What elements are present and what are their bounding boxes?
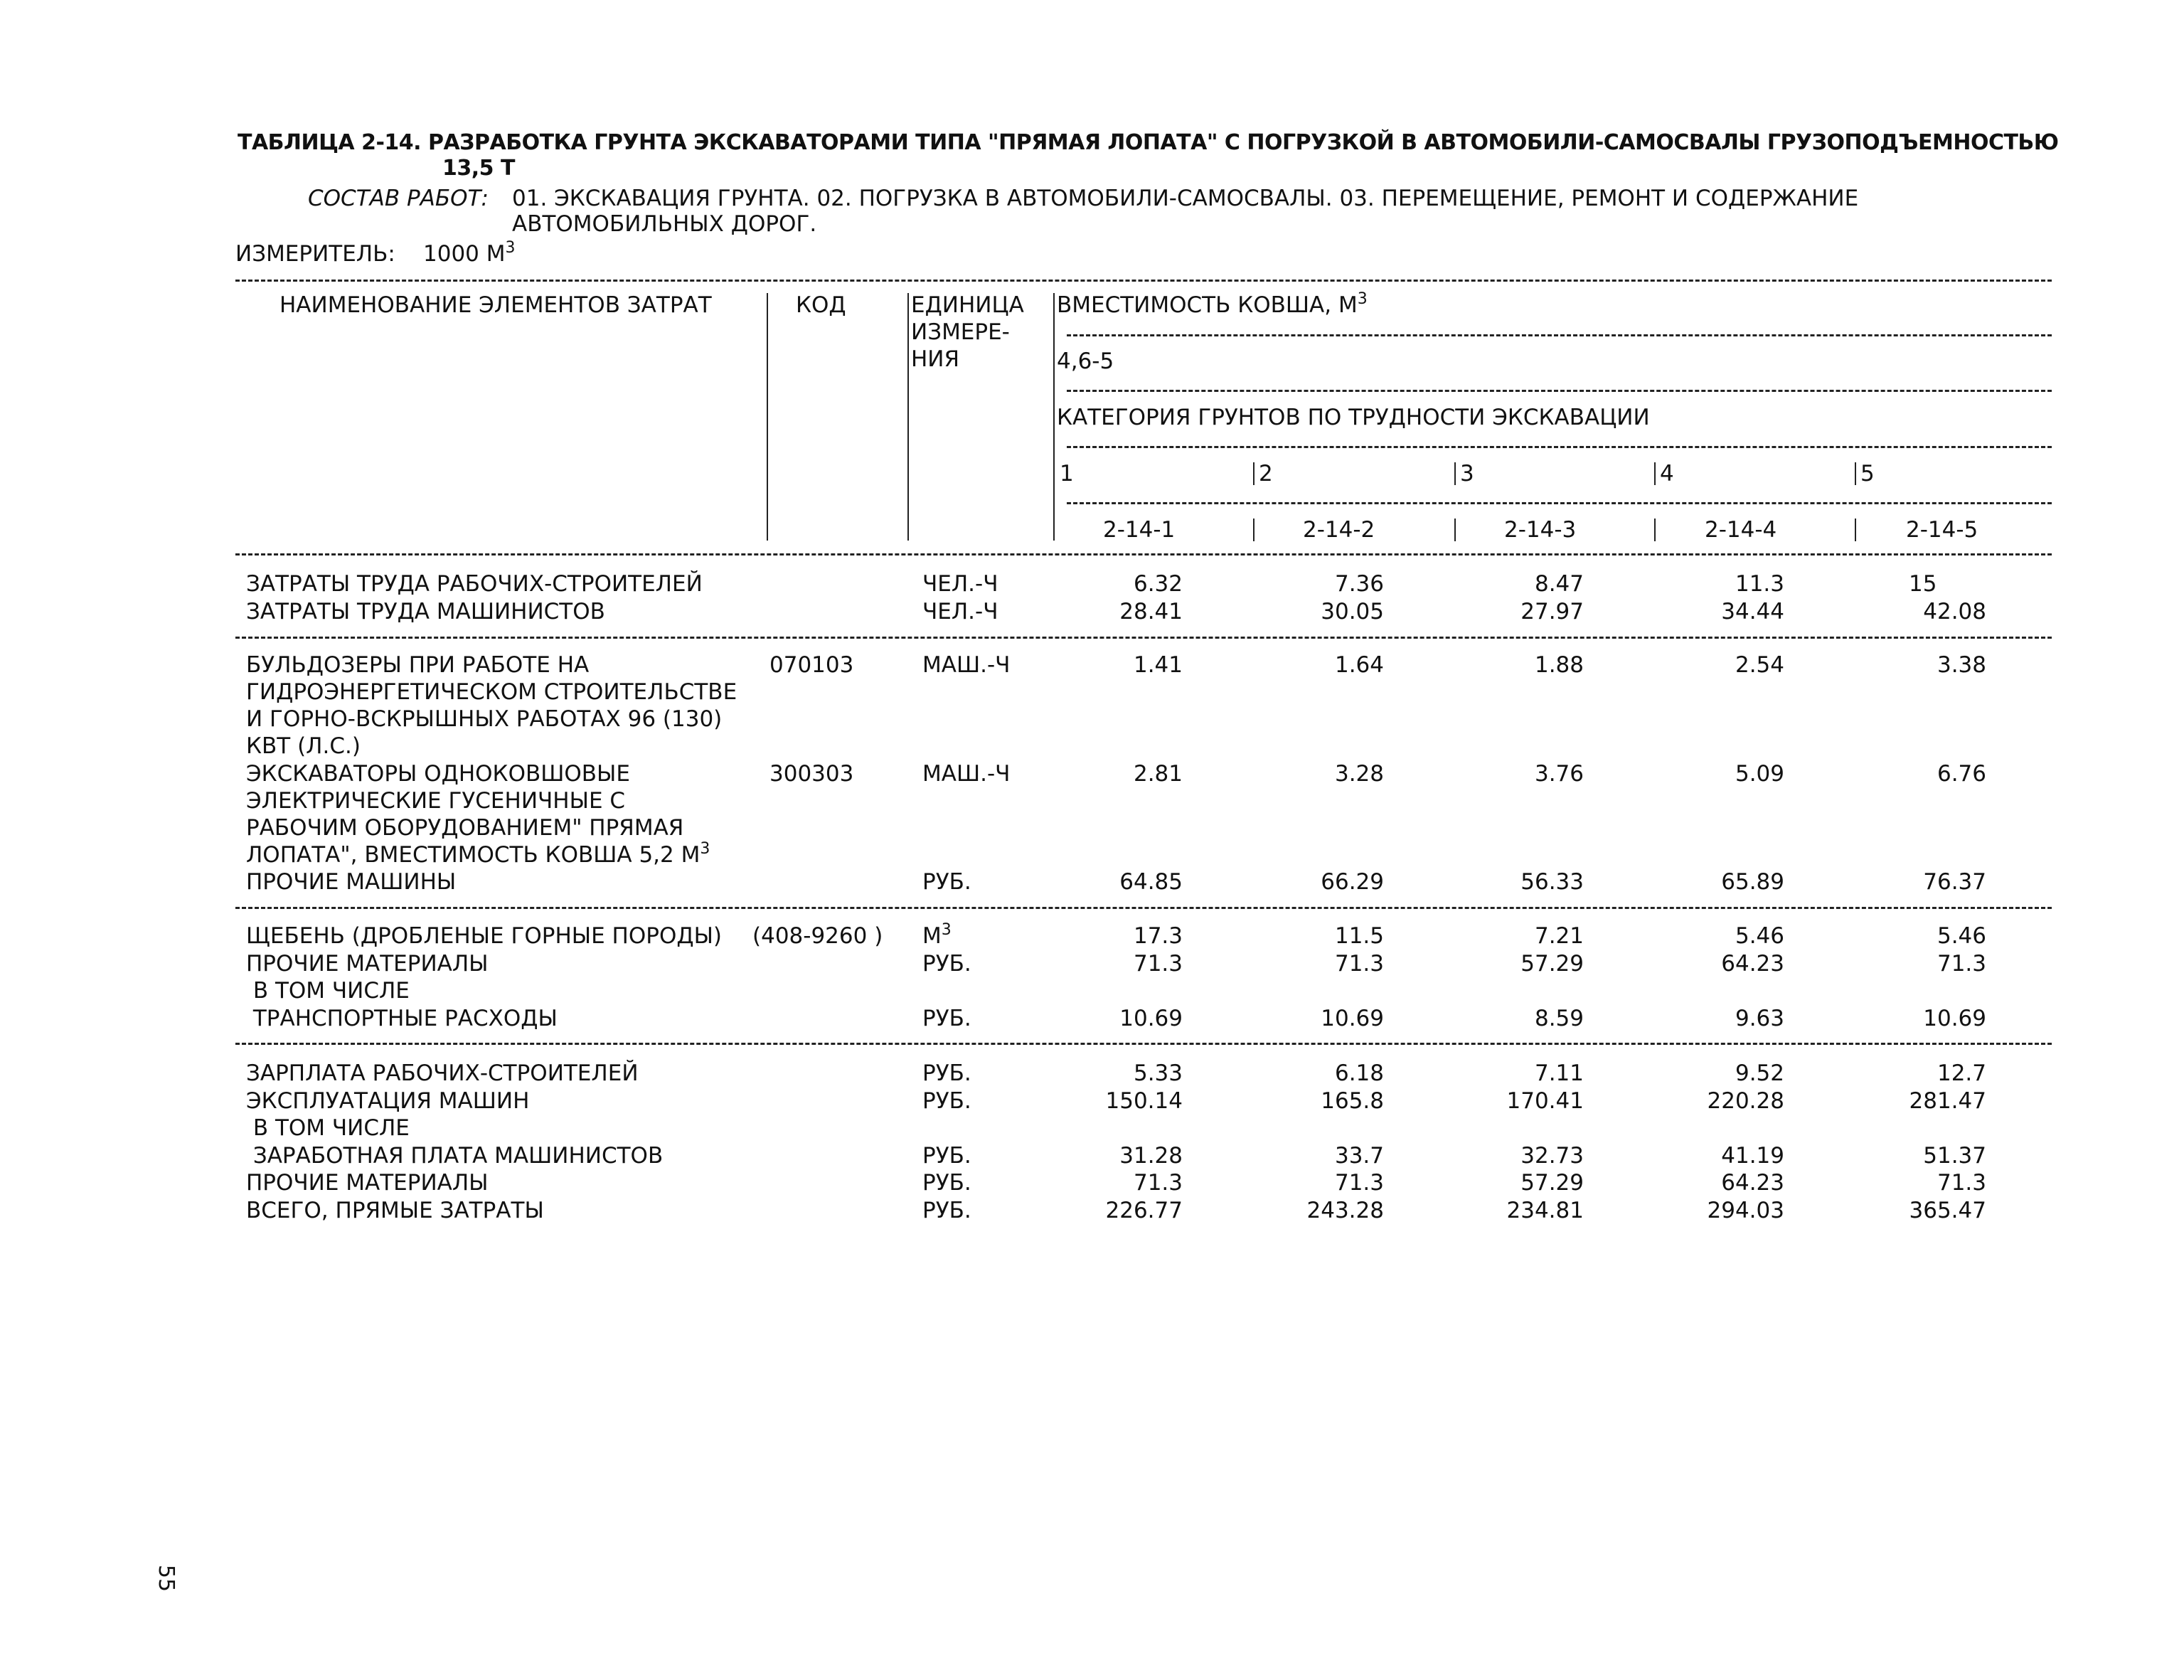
row-code: (408-9260 ) xyxy=(752,923,883,949)
row-name: ЗАРПЛАТА РАБОЧИХ-СТРОИТЕЛЕЙ xyxy=(246,1060,639,1086)
cell: 2.81 xyxy=(1133,761,1183,787)
cell: 15 xyxy=(1909,571,1937,597)
rule-header-1 xyxy=(1067,334,2052,336)
row-unit: ЧЕЛ.-Ч xyxy=(922,599,998,624)
work-composition-label: СОСТАВ РАБОТ: xyxy=(308,186,489,211)
row-name: ЩЕБЕНЬ (ДРОБЛЕНЫЕ ГОРНЫЕ ПОРОДЫ) xyxy=(246,923,723,949)
cell: 243.28 xyxy=(1306,1198,1384,1223)
cell: 294.03 xyxy=(1707,1198,1784,1223)
row-unit: РУБ. xyxy=(922,951,971,977)
row-unit: РУБ. xyxy=(922,1143,971,1169)
cat-2: 2 xyxy=(1259,461,1273,487)
code-sep-5 xyxy=(1855,519,1856,541)
cell: 9.52 xyxy=(1735,1060,1784,1086)
row-code: 070103 xyxy=(769,652,854,678)
cell: 51.37 xyxy=(1923,1143,1986,1169)
cell: 6.32 xyxy=(1133,571,1183,597)
cell: 5.09 xyxy=(1735,761,1784,787)
row-name: ГИДРОЭНЕРГЕТИЧЕСКОМ СТРОИТЕЛЬСТВЕ xyxy=(246,679,737,705)
row-unit: МАШ.-Ч xyxy=(922,652,1011,678)
row-name: ЭКСКАВАТОРЫ ОДНОКОВШОВЫЕ xyxy=(246,761,630,787)
cell: 7.21 xyxy=(1534,923,1584,949)
col-code-1: 2-14-1 xyxy=(1103,517,1176,543)
cell: 27.97 xyxy=(1520,599,1584,624)
cell: 1.41 xyxy=(1133,652,1183,678)
cat-3: 3 xyxy=(1460,461,1474,487)
cell: 165.8 xyxy=(1321,1088,1384,1114)
vbar-unit-left xyxy=(907,293,909,541)
cat-sep-2 xyxy=(1253,462,1255,485)
cell: 57.29 xyxy=(1520,951,1584,977)
row-name: И ГОРНО-ВСКРЫШНЫХ РАБОТАХ 96 (130) xyxy=(246,706,723,732)
row-name: КВТ (Л.С.) xyxy=(246,733,361,759)
cell: 71.3 xyxy=(1334,951,1384,977)
cat-sep-5 xyxy=(1855,462,1856,485)
cell: 5.33 xyxy=(1133,1060,1183,1086)
rule-group-3 xyxy=(235,1043,2052,1045)
cell: 64.23 xyxy=(1721,1170,1784,1196)
meter-value: 1000 $М^3$ xyxy=(423,239,516,267)
meter-label: ИЗМЕРИТЕЛЬ: xyxy=(235,241,395,267)
row-name: ПРОЧИЕ МАТЕРИАЛЫ xyxy=(246,951,489,977)
code-sep-3 xyxy=(1454,519,1456,541)
cell: 71.3 xyxy=(1133,951,1183,977)
cell: 56.33 xyxy=(1520,869,1584,895)
code-sep-2 xyxy=(1253,519,1255,541)
row-unit: РУБ. xyxy=(922,1060,971,1086)
row-name: РАБОЧИМ ОБОРУДОВАНИЕМ" ПРЯМАЯ xyxy=(246,815,684,841)
row-code: 300303 xyxy=(769,761,854,787)
cell: 41.19 xyxy=(1721,1143,1784,1169)
cell: 10.69 xyxy=(1119,1006,1183,1031)
cell: 7.11 xyxy=(1534,1060,1584,1086)
col-code-5: 2-14-5 xyxy=(1906,517,1978,543)
cat-5: 5 xyxy=(1860,461,1875,487)
cell: 11.3 xyxy=(1735,571,1784,597)
cell: 31.28 xyxy=(1119,1143,1183,1169)
col-code-4: 2-14-4 xyxy=(1705,517,1777,543)
cat-4: 4 xyxy=(1660,461,1674,487)
rule-group-2 xyxy=(235,907,2052,909)
rule-top xyxy=(235,280,2052,282)
row-name: ВСЕГО, ПРЯМЫЕ ЗАТРАТЫ xyxy=(246,1198,544,1223)
cell: 71.3 xyxy=(1937,951,1986,977)
row-name: В ТОМ ЧИСЛЕ xyxy=(246,978,410,1004)
cat-sep-3 xyxy=(1454,462,1456,485)
cell: 1.88 xyxy=(1534,652,1584,678)
cell: 71.3 xyxy=(1937,1170,1986,1196)
vbar-code-left xyxy=(767,293,768,541)
rule-header-4 xyxy=(1067,502,2052,504)
row-name: ТРАНСПОРТНЫЕ РАСХОДЫ xyxy=(246,1006,558,1031)
header-name: НАИМЕНОВАНИЕ ЭЛЕМЕНТОВ ЗАТРАТ xyxy=(279,292,712,318)
header-category: КАТЕГОРИЯ ГРУНТОВ ПО ТРУДНОСТИ ЭКСКАВАЦИИ xyxy=(1057,405,1650,430)
cat-sep-4 xyxy=(1654,462,1656,485)
cell: 10.69 xyxy=(1321,1006,1384,1031)
work-composition-line1: 01. ЭКСКАВАЦИЯ ГРУНТА. 02. ПОГРУЗКА В АВТОМОБИЛИ-САМОСВАЛЫ. 03. ПЕРЕМЕЩЕНИЕ, РЕМОНТ И СОДЕРЖАНИЕ xyxy=(512,186,1859,211)
cat-1: 1 xyxy=(1060,461,1074,487)
cell: 12.7 xyxy=(1937,1060,1986,1086)
header-unit-2: ИЗМЕРЕ- xyxy=(911,319,1010,345)
cell: 34.44 xyxy=(1721,599,1784,624)
header-code: КОД xyxy=(796,292,846,318)
cell: 33.7 xyxy=(1334,1143,1384,1169)
cell: 10.69 xyxy=(1923,1006,1986,1031)
row-name: ПРОЧИЕ МАТЕРИАЛЫ xyxy=(246,1170,489,1196)
cell: 8.47 xyxy=(1534,571,1584,597)
cell: 30.05 xyxy=(1321,599,1384,624)
cell: 66.29 xyxy=(1321,869,1384,895)
cell: 150.14 xyxy=(1105,1088,1183,1114)
row-unit: РУБ. xyxy=(922,869,971,895)
table-title: ТАБЛИЦА 2-14. РАЗРАБОТКА ГРУНТА ЭКСКАВАТОРАМИ ТИПА "ПРЯМАЯ ЛОПАТА" С ПОГРУЗКОЙ В АВТОМОБИЛИ-САМОСВАЛЫ ГРУЗОПОДЪЕМНОСТЬЮ xyxy=(238,130,2059,155)
cell: 42.08 xyxy=(1923,599,1986,624)
col-code-3: 2-14-3 xyxy=(1504,517,1577,543)
code-sep-4 xyxy=(1654,519,1656,541)
cell: 71.3 xyxy=(1133,1170,1183,1196)
cell: 365.47 xyxy=(1909,1198,1986,1223)
row-name: ЭКСПЛУАТАЦИЯ МАШИН xyxy=(246,1088,530,1114)
cell: 64.85 xyxy=(1119,869,1183,895)
row-unit: $М^3$ xyxy=(922,921,952,949)
page-number: 55 xyxy=(154,1564,179,1593)
header-unit-1: ЕДИНИЦА xyxy=(911,292,1024,318)
cell: 170.41 xyxy=(1506,1088,1584,1114)
cell: 28.41 xyxy=(1119,599,1183,624)
row-name: ЗАТРАТЫ ТРУДА МАШИНИСТОВ xyxy=(246,599,605,624)
header-unit-3: НИЯ xyxy=(911,346,960,372)
rule-group-1 xyxy=(235,637,2052,639)
cell: 57.29 xyxy=(1520,1170,1584,1196)
cell: 32.73 xyxy=(1520,1143,1584,1169)
cell: 17.3 xyxy=(1133,923,1183,949)
cell: 9.63 xyxy=(1735,1006,1784,1031)
row-unit: РУБ. xyxy=(922,1088,971,1114)
cell: 234.81 xyxy=(1506,1198,1584,1223)
rule-header-3 xyxy=(1067,446,2052,448)
vbar-values-left xyxy=(1053,293,1055,541)
row-name: ЗАТРАТЫ ТРУДА РАБОЧИХ-СТРОИТЕЛЕЙ xyxy=(246,571,703,597)
cell: 3.76 xyxy=(1534,761,1584,787)
cell: 6.76 xyxy=(1937,761,1986,787)
row-unit: МАШ.-Ч xyxy=(922,761,1011,787)
cell: 7.36 xyxy=(1334,571,1384,597)
cell: 220.28 xyxy=(1707,1088,1784,1114)
cell: 3.28 xyxy=(1334,761,1384,787)
cell: 65.89 xyxy=(1721,869,1784,895)
table-title-cont: 13,5 Т xyxy=(442,156,515,181)
work-composition-line2: АВТОМОБИЛЬНЫХ ДОРОГ. xyxy=(512,211,817,237)
row-name: ПРОЧИЕ МАШИНЫ xyxy=(246,869,457,895)
cell: 71.3 xyxy=(1334,1170,1384,1196)
header-capacity: ВМЕСТИМОСТЬ КОВША, $М^3$ xyxy=(1057,290,1368,318)
row-name: В ТОМ ЧИСЛЕ xyxy=(246,1115,410,1141)
cell: 5.46 xyxy=(1937,923,1986,949)
row-unit: РУБ. xyxy=(922,1170,971,1196)
cell: 6.18 xyxy=(1334,1060,1384,1086)
header-capacity-value: 4,6-5 xyxy=(1057,349,1114,374)
row-name: БУЛЬДОЗЕРЫ ПРИ РАБОТЕ НА xyxy=(246,652,590,678)
row-unit: РУБ. xyxy=(922,1198,971,1223)
row-name: ЛОПАТА", ВМЕСТИМОСТЬ КОВША 5,2 $М^3$ xyxy=(246,840,710,868)
rule-header-2 xyxy=(1067,390,2052,392)
cell: 76.37 xyxy=(1923,869,1986,895)
row-name: ЭЛЕКТРИЧЕСКИЕ ГУСЕНИЧНЫЕ С xyxy=(246,788,626,814)
cell: 8.59 xyxy=(1534,1006,1584,1031)
col-code-2: 2-14-2 xyxy=(1303,517,1375,543)
cell: 3.38 xyxy=(1937,652,1986,678)
cell: 281.47 xyxy=(1909,1088,1986,1114)
cell: 1.64 xyxy=(1334,652,1384,678)
row-unit: РУБ. xyxy=(922,1006,971,1031)
cell: 2.54 xyxy=(1735,652,1784,678)
row-name: ЗАРАБОТНАЯ ПЛАТА МАШИНИСТОВ xyxy=(246,1143,664,1169)
row-unit: ЧЕЛ.-Ч xyxy=(922,571,998,597)
cell: 5.46 xyxy=(1735,923,1784,949)
rule-header-bottom xyxy=(235,553,2052,555)
cell: 11.5 xyxy=(1334,923,1384,949)
cell: 64.23 xyxy=(1721,951,1784,977)
cell: 226.77 xyxy=(1105,1198,1183,1223)
